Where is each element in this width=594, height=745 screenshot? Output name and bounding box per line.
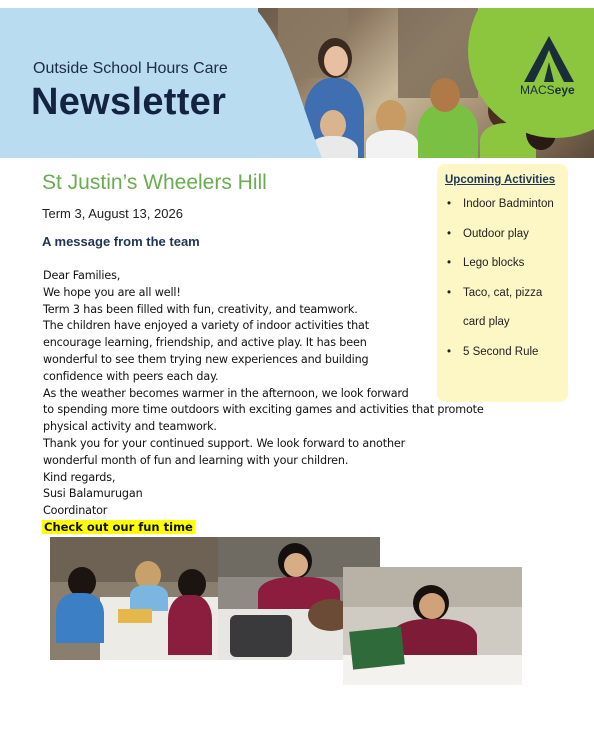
list-item — [445, 279, 567, 309]
list-item — [445, 190, 567, 220]
bullet-icon: • — [447, 345, 452, 358]
fun-time-photo-reading — [343, 567, 522, 685]
letter-line: encourage learning, friendship, and active play. It has been — [43, 336, 367, 350]
letter-line: wonderful to see them trying new experiences and building — [43, 352, 369, 366]
letter-line: Kind regards, — [43, 470, 116, 484]
activities-list — [445, 190, 567, 367]
letter-line: physical activity and teamwork. — [43, 420, 217, 434]
bullet-icon: • — [447, 227, 452, 240]
photo-child — [130, 585, 168, 611]
activity-label: Lego blocks — [463, 257, 525, 269]
bullet-icon: • — [447, 198, 452, 210]
activity-label: 5 Second Rule — [463, 345, 539, 358]
photo-puzzle — [118, 609, 152, 623]
list-item — [445, 308, 567, 338]
list-item — [445, 249, 567, 279]
letter-line: confidence with peers each day. — [43, 369, 219, 383]
letter-line: Dear Families, — [43, 269, 121, 282]
photo-book — [349, 626, 405, 669]
fun-time-label: Check out our fun time — [44, 520, 193, 534]
activity-label: Indoor Badminton — [463, 198, 554, 210]
message-heading: A message from the team — [42, 234, 200, 249]
letter-line: Susi Balamurugan — [43, 487, 143, 501]
macs-mountain-logo-icon — [524, 36, 574, 82]
logo-wordmark — [520, 83, 575, 97]
upcoming-activities-panel — [437, 164, 568, 402]
school-name: St Justin’s Wheelers Hill — [42, 171, 267, 194]
letter-line: As the weather becomes warmer in the afternoon, we look forward — [43, 386, 409, 400]
letter-line: Coordinator — [43, 504, 108, 518]
activity-label: Taco, cat, pizza — [463, 286, 543, 299]
upcoming-activities-heading: Upcoming Activities — [445, 174, 556, 186]
bullet-icon: • — [447, 286, 452, 299]
activity-label: Outdoor play — [463, 227, 529, 240]
letter-line: Thank you for your continued support. We look forward to another — [43, 436, 406, 450]
letter-line: The children have enjoyed a variety of indoor activities that — [43, 319, 369, 333]
logo-text-thin: MACS — [520, 83, 555, 97]
term-date: Term 3, August 13, 2026 — [42, 206, 183, 221]
photo-child — [419, 593, 445, 619]
bullet-icon: • — [447, 257, 452, 269]
letter-line: wonderful month of fun and learning with your children. — [43, 453, 349, 467]
header-title: Newsletter — [31, 81, 227, 123]
list-item — [445, 220, 567, 250]
newsletter-header — [0, 8, 594, 158]
letter-line: to spending more time outdoors with exciting games and activities that promote — [43, 403, 484, 417]
list-item — [445, 338, 567, 368]
letter-line: Term 3 has been filled with fun, creativity, and teamwork. — [43, 302, 358, 316]
photo-muffin-tray — [230, 615, 292, 657]
photo-child — [168, 595, 212, 655]
photo-child — [284, 553, 308, 577]
header-subtitle: Outside School Hours Care — [33, 60, 228, 77]
logo-text-bold: eye — [554, 83, 575, 97]
letter-line: We hope you are all well! — [43, 285, 181, 299]
activity-label: card play — [463, 316, 510, 328]
photo-child — [56, 593, 104, 643]
fun-time-photo-puzzle — [50, 537, 218, 660]
